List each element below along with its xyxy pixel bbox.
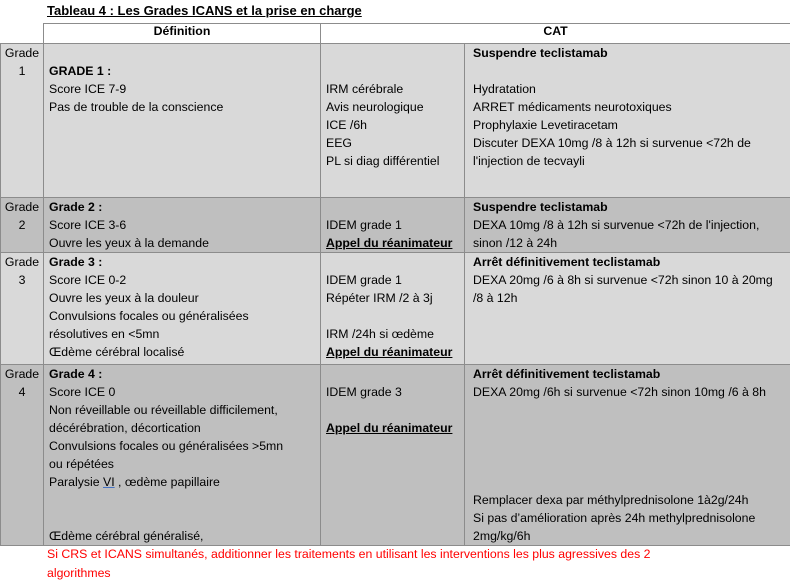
exam-line: Répéter IRM /2 à 3j bbox=[326, 291, 433, 305]
header-cat: CAT bbox=[321, 24, 790, 44]
definition-text: , œdème papillaire bbox=[114, 475, 220, 489]
note-line: algorithmes bbox=[47, 566, 111, 580]
exam-line: EEG bbox=[326, 136, 352, 150]
definition-line: décérébration, décortication bbox=[49, 421, 201, 435]
definition-cell bbox=[44, 365, 321, 546]
definition-cell bbox=[44, 253, 321, 365]
cat-line: Prophylaxie Levetiracetam bbox=[473, 118, 618, 132]
exams-cell bbox=[321, 365, 465, 546]
grade-label-word: Grade bbox=[4, 255, 40, 269]
grade-heading: GRADE 1 : bbox=[49, 64, 112, 78]
call-icu-label: Appel du réanimateur bbox=[326, 345, 453, 359]
cat-line: DEXA 20mg /6h si survenue <72h sinon 10mg /6 à 8h bbox=[473, 385, 766, 399]
note-line: Si CRS et ICANS simultanés, additionner les traitements en utilisant les interventions les plus agressives des 2 bbox=[47, 547, 651, 561]
definition-line: Score ICE 3-6 bbox=[49, 218, 127, 232]
cat-cell bbox=[465, 253, 790, 365]
cat-cell bbox=[465, 198, 790, 253]
grade-label-number: 1 bbox=[18, 64, 26, 78]
exam-line: Avis neurologique bbox=[326, 100, 424, 114]
grade-label-number: 4 bbox=[18, 385, 26, 399]
cat-title: Arrêt définitivement teclistamab bbox=[473, 255, 661, 269]
cat-line: Hydratation bbox=[473, 82, 536, 96]
table-header-row bbox=[1, 24, 790, 44]
header-definition: Définition bbox=[44, 24, 321, 44]
grade-label-word: Grade bbox=[4, 46, 40, 60]
definition-line: Convulsions focales ou généralisées >5mn bbox=[49, 439, 284, 453]
definition-cell bbox=[44, 198, 321, 253]
cat-line: DEXA 10mg /8 à 12h si survenue <72h de l'injection, bbox=[473, 218, 760, 232]
definition-line: Ouvre les yeux à la demande bbox=[49, 236, 209, 250]
cat-cell bbox=[465, 365, 790, 546]
cat-line: DEXA 20mg /6 à 8h si survenue <72h sinon 10 à 20mg bbox=[473, 273, 773, 287]
cat-title: Suspendre teclistamab bbox=[473, 200, 608, 214]
cat-line: l'injection de tecvayli bbox=[473, 154, 585, 168]
grade-label-number: 3 bbox=[18, 273, 26, 287]
definition-line: Score ICE 0-2 bbox=[49, 273, 127, 287]
cat-line: 2mg/kg/6h bbox=[473, 529, 531, 543]
table-row-grade-3 bbox=[1, 253, 790, 365]
definition-line: Non réveillable ou réveillable difficilement, bbox=[49, 403, 278, 417]
cat-title: Arrêt définitivement teclistamab bbox=[473, 367, 661, 381]
definition-line: Pas de trouble de la conscience bbox=[49, 100, 224, 114]
cat-line: Si pas d’amélioration après 24h methylprednisolone bbox=[473, 511, 756, 525]
table-row-grade-4 bbox=[1, 365, 790, 546]
grade-label bbox=[1, 198, 44, 253]
cat-line: ARRET médicaments neurotoxiques bbox=[473, 100, 672, 114]
definition-line: ou répétées bbox=[49, 457, 114, 471]
exam-line: IDEM grade 1 bbox=[326, 218, 402, 232]
definition-line: Ouvre les yeux à la douleur bbox=[49, 291, 199, 305]
call-icu-label: Appel du réanimateur bbox=[326, 421, 453, 435]
table-row-grade-2 bbox=[1, 198, 790, 253]
definition-line: résolutives en <5mn bbox=[49, 327, 160, 341]
grade-label bbox=[1, 253, 44, 365]
cat-line: /8 à 12h bbox=[473, 291, 518, 305]
cat-line: Remplacer dexa par méthylprednisolone 1à2g/24h bbox=[473, 493, 749, 507]
table-row-grade-1 bbox=[1, 44, 790, 198]
definition-text: Paralysie bbox=[49, 475, 103, 489]
header-blank-cell bbox=[1, 24, 44, 44]
table-title: Tableau 4 : Les Grades ICANS et la prise en charge bbox=[47, 3, 362, 18]
exam-line: PL si diag différentiel bbox=[326, 154, 440, 168]
grade-label bbox=[1, 44, 44, 198]
exam-line: IDEM grade 1 bbox=[326, 273, 402, 287]
exams-cell bbox=[321, 253, 465, 365]
exam-line: IRM cérébrale bbox=[326, 82, 404, 96]
definition-cell bbox=[44, 44, 321, 198]
definition-line: Œdème cérébral généralisé, bbox=[49, 529, 204, 543]
definition-line bbox=[49, 473, 320, 491]
icans-table bbox=[0, 23, 790, 546]
exams-cell bbox=[321, 44, 465, 198]
exams-cell bbox=[321, 198, 465, 253]
grade-label-word: Grade bbox=[4, 200, 40, 214]
grade-heading: Grade 3 : bbox=[49, 255, 103, 269]
grade-label-word: Grade bbox=[4, 367, 40, 381]
spellcheck-underlined-word: VI bbox=[103, 475, 115, 489]
grade-heading: Grade 4 : bbox=[49, 367, 103, 381]
grade-heading: Grade 2 : bbox=[49, 200, 103, 214]
cat-line: sinon /12 à 24h bbox=[473, 236, 558, 250]
cat-line: Discuter DEXA 10mg /8 à 12h si survenue <72h de bbox=[473, 136, 751, 150]
cat-title: Suspendre teclistamab bbox=[473, 46, 608, 60]
definition-line: Œdème cérébral localisé bbox=[49, 345, 185, 359]
combined-crs-icans-note bbox=[47, 545, 747, 583]
cat-cell bbox=[465, 44, 790, 198]
grade-label-number: 2 bbox=[18, 218, 26, 232]
exam-line: IDEM grade 3 bbox=[326, 385, 402, 399]
exam-line: ICE /6h bbox=[326, 118, 368, 132]
definition-line: Score ICE 7-9 bbox=[49, 82, 127, 96]
definition-line: Convulsions focales ou généralisées bbox=[49, 309, 249, 323]
call-icu-label: Appel du réanimateur bbox=[326, 236, 453, 250]
definition-line: Score ICE 0 bbox=[49, 385, 116, 399]
grade-label bbox=[1, 365, 44, 546]
exam-line: IRM /24h si œdème bbox=[326, 327, 434, 341]
